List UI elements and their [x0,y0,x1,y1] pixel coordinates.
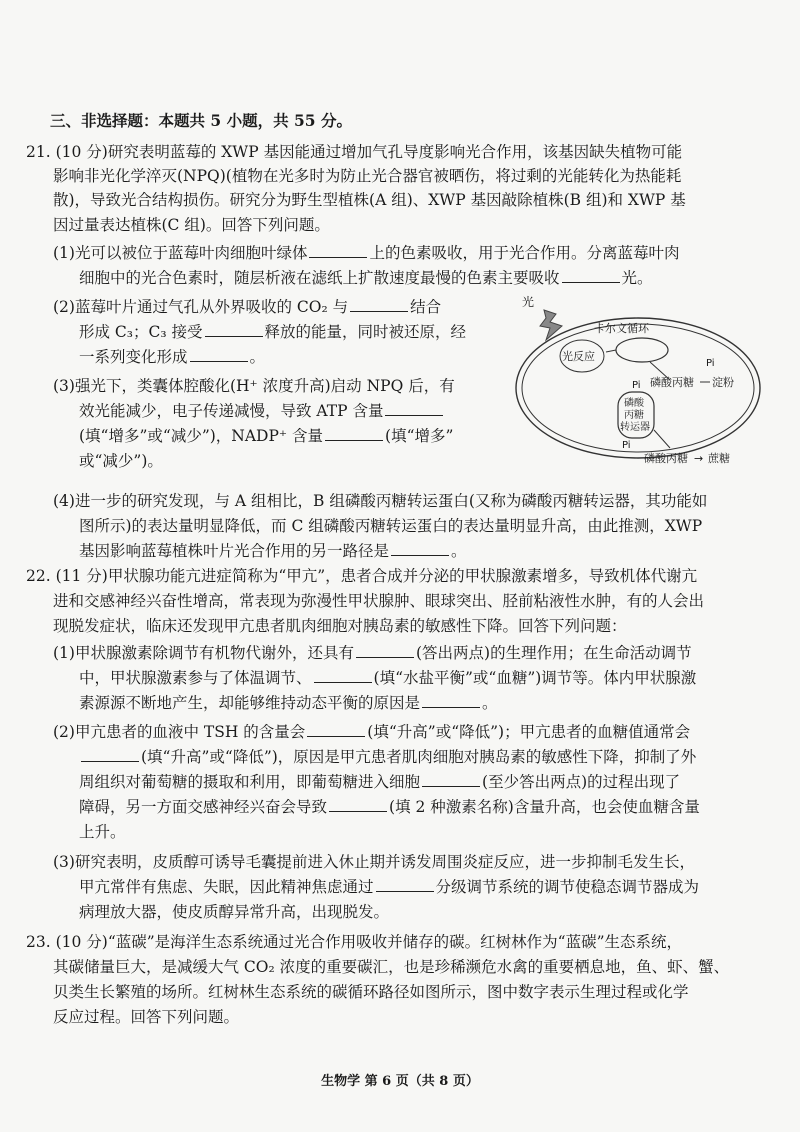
q21-line-3: 散)，导致光合结构损伤。研究分为野生型植株(A 组)、XWP 基因敲除植株(B 组)和 XWP 基 [53,191,686,209]
q21-part4-line1: (4)进一步的研究发现，与 A 组相比，B 组磷酸丙糖转运蛋白(又称为磷酸丙糖转运器，其功能如 [53,492,708,510]
answer-blank[interactable] [350,297,408,312]
q22-part2-line4 [79,797,700,817]
q21-line-2: 影响非光化学淬灭(NPQ)(植物在光多时为防止光合器官被晒伤，将过剩的光能转化为热能耗 [53,167,682,185]
page-footer: 生物学 第 6 页（共 8 页） [321,1074,479,1089]
q22-p1-text-f: 。 [482,694,498,712]
q21-line-4: 因过量表达植株(C 组)。回答下列问题。 [53,216,330,234]
q22-part1-line1 [53,643,692,663]
sucrose-label: 蔗糖 [708,452,730,465]
triose-phosphate-diagram [510,290,772,476]
answer-blank[interactable] [385,401,443,416]
q22-p1-text-a: (1)甲状腺激素除调节有机物代谢外，还具有 [53,644,354,662]
q22-part1-line3 [79,693,498,713]
q21-part1-line2 [79,268,653,288]
light-label: 光 [522,295,535,309]
transporter-label-3: 转运器 [620,422,650,433]
arrow-line [654,430,670,448]
q21-p2-text-f: 。 [249,348,266,366]
q22-part2-line3 [79,772,680,792]
answer-blank[interactable] [329,797,387,812]
triose-phosphate-outside-label: 磷酸丙糖 [644,452,688,465]
answer-blank[interactable] [356,643,414,658]
answer-blank[interactable] [325,426,383,441]
q21-part3-line2 [79,401,445,421]
q21-part3-line4: 或“减少”)。 [79,452,163,470]
q22-p1-text-e: 素源源不断地产生，却能够维持动态平衡的原因是 [79,694,421,712]
q22-p2-text-g: (填 2 种激素名称)含量升高，也会使血糖含量 [389,798,700,816]
q21-part2-line1 [53,297,441,317]
q21-part2-line2 [79,322,466,342]
q22-p2-text-a: (2)甲亢患者的血液中 TSH 的含量会 [53,723,306,741]
q22-p1-text-c: 中，甲状腺激素参与了体温调节、 [79,669,312,687]
q22-part3-line2 [79,877,699,897]
q21-p1-text-b: 上的色素吸收，用于光合作用。分离蓝莓叶肉 [369,244,680,262]
q21-p2-text-b: 结合 [410,298,442,316]
q21-p1-text-a: (1)光可以被位于蓝莓叶肉细胞叶绿体 [53,244,308,262]
q22-p2-text-c: (填“升高”或“降低”)，原因是甲亢患者肌肉细胞对胰岛素的敏感性下降，抑制了外 [141,748,697,766]
answer-blank[interactable] [422,772,480,787]
q22-part3-line1: (3)研究表明，皮质醇可诱导毛囊提前进入休止期并诱发周围炎症反应，进一步抑制毛发生长， [53,853,695,871]
q21-part1-line1 [53,243,679,263]
q21-p3-text-c: (填“增多”或“减少”)，NADP⁺ 含量 [79,427,324,445]
answer-blank[interactable] [309,243,367,258]
q21-p4-text-d: 。 [451,542,467,560]
triose-phosphate-label: 磷酸丙糖 [650,376,694,389]
q22-line-2: 进和交感神经兴奋性增高，常表现为弥漫性甲状腺肿、眼球突出、胫前粘液性水肿，有的人会出 [53,592,705,610]
q21-p3-text-b: 效光能减少，电子传递减慢，导致 ATP 含量 [79,402,384,420]
calvin-cycle-loop [616,338,668,362]
arrow-symbol: → [694,452,704,465]
pi-label-top: Pi [706,358,715,369]
section-header: 三、非选择题：本题共 5 小题，共 55 分。 [50,111,352,130]
answer-blank[interactable] [422,693,480,708]
q21-p2-text-e: 一系列变化形成 [79,348,188,366]
q22-line-3: 现脱发症状，临床还发现甲亢患者肌肉细胞对胰岛素的敏感性下降。回答下列问题： [53,617,627,635]
starch-label: 淀粉 [712,376,734,389]
q21-part4-line2: 图所示)的表达量明显降低，而 C 组磷酸丙糖转运蛋白的表达量明显升高，由此推测，XWP [79,517,703,535]
q22-part2-line5: 上升。 [79,823,126,841]
arrow-line [606,350,616,352]
q22-part2-line2 [79,747,696,767]
q21-p1-text-d: 光。 [621,269,653,287]
q21-part4-line3 [79,541,467,561]
q21-p2-text-a: (2)蓝莓叶片通过气孔从外界吸收的 CO₂ 与 [53,298,349,316]
answer-blank[interactable] [314,668,372,683]
q22-part2-line1 [53,722,690,742]
q23-line-4: 反应过程。回答下列问题。 [53,1008,240,1026]
q21-part3-line3 [79,426,453,446]
answer-blank[interactable] [190,347,248,362]
answer-blank[interactable] [307,722,365,737]
q23-line-2: 其碳储量巨大，是减缓大气 CO₂ 浓度的重要碳汇，也是珍稀濒危水禽的重要栖息地，鱼、虾、蟹、 [53,958,730,976]
answer-blank[interactable] [205,322,263,337]
q22-part1-line2 [79,668,696,688]
answer-blank[interactable] [81,747,139,762]
q21-p3-text-d: (填“增多” [385,427,454,445]
q21-p4-text-c: 基因影响蓝莓植株叶片光合作用的另一路径是 [79,542,390,560]
answer-blank[interactable] [376,877,434,892]
q21-p1-text-c: 细胞中的光合色素时，随层析液在滤纸上扩散速度最慢的色素主要吸收 [79,269,560,287]
q22-p2-text-d: 周组织对葡萄糖的摄取和利用，即葡萄糖进入细胞 [79,773,421,791]
q21-part3-line1: (3)强光下，类囊体腔酸化(H⁺ 浓度升高)启动 NPQ 后，有 [53,377,455,395]
q23-line-1: 23. (10 分)“蓝碳”是海洋生态系统通过光合作用吸收并储存的碳。红树林作为“蓝碳”生态系统， [26,933,683,951]
q22-p2-text-f: 障碍，另一方面交感神经兴奋会导致 [79,798,328,816]
q21-p2-text-d: 释放的能量，同时被还原，经 [264,323,467,341]
calvin-cycle-label: 卡尔文循环 [594,322,649,335]
q22-p3-text-c: 分级调节系统的调节使稳态调节器成为 [435,878,700,896]
transporter-label-2: 丙糖 [624,410,644,421]
transporter-label-1: 磷酸 [624,398,644,409]
answer-blank[interactable] [391,541,449,556]
light-reaction-label: 光反应 [562,350,595,363]
q23-line-3: 贝类生长繁殖的场所。红树林生态系统的碳循环路径如图所示，图中数字表示生理过程或化学 [53,983,689,1001]
q21-line-1: 21. (10 分)研究表明蓝莓的 XWP 基因能通过增加气孔导度影响光合作用，该基因缺失植物可能 [26,143,683,161]
pi-label-bottom: Pi [622,440,631,451]
q21-part2-line3 [79,347,265,367]
q22-part3-line3: 病理放大器，使皮质醇异常升高，出现脱发。 [79,903,390,921]
q22-p2-text-e: (至少答出两点)的过程出现了 [482,773,681,791]
q22-p1-text-d: (填“水盐平衡”或“血糖”)调节等。体内甲状腺激 [373,669,697,687]
q22-p2-text-b: (填“升高”或“降低”)；甲亢患者的血糖值通常会 [367,723,691,741]
pi-label-left: Pi [632,380,641,391]
q22-line-1: 22. (11 分)甲状腺功能亢进症简称为“甲亢”，患者合成并分泌的甲状腺激素增多，导致机体代谢亢 [26,567,698,585]
q21-p2-text-c: 形成 C₃；C₃ 接受 [79,323,203,341]
answer-blank[interactable] [562,268,620,283]
q22-p3-text-b: 甲亢常伴有焦虑、失眠，因此精神焦虑通过 [79,878,374,896]
q22-p1-text-b: (答出两点)的生理作用；在生命活动调节 [415,644,692,662]
